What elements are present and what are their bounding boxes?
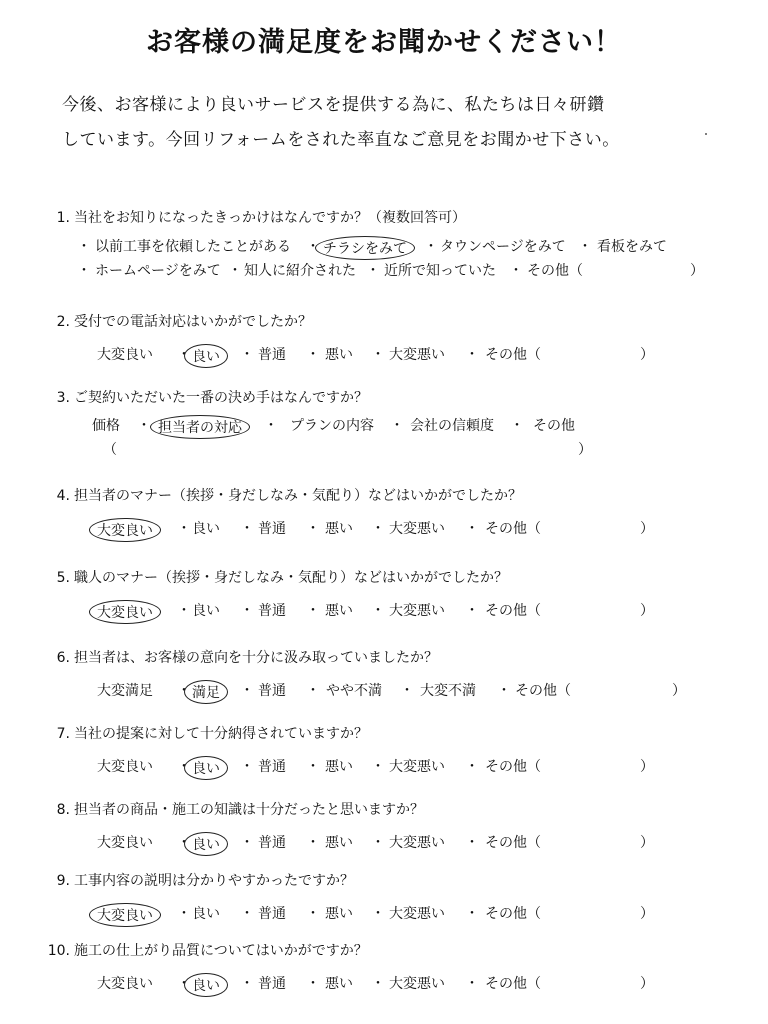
question-8 bbox=[40, 799, 424, 819]
question-number: 5. bbox=[56, 570, 70, 586]
option-separator: ・ bbox=[390, 418, 404, 434]
question-1 bbox=[40, 207, 466, 227]
option-8-4[interactable]: 大変悪い bbox=[389, 835, 445, 851]
question-text: 担当者のマナー（挨拶・身だしなみ・気配り）などはいかがでしたか？ bbox=[74, 488, 522, 504]
option-bullet: ・ bbox=[509, 263, 523, 279]
option-7-2[interactable]: 普通 bbox=[258, 759, 286, 775]
option-8-1[interactable]: 良い bbox=[184, 832, 228, 856]
option-separator: ・ bbox=[306, 683, 320, 699]
option-2-4[interactable]: 大変悪い bbox=[389, 347, 445, 363]
question-4 bbox=[40, 485, 522, 505]
option-separator: ・ bbox=[137, 418, 151, 434]
option-1-1-1[interactable]: 知人に紹介された bbox=[244, 263, 356, 279]
option-9-0[interactable]: 大変良い bbox=[89, 903, 161, 927]
close-paren: ） bbox=[690, 263, 704, 279]
question-text: 当社をお知りになったきっかけはなんですか？（複数回答可） bbox=[74, 210, 466, 226]
option-bullet: ・ bbox=[77, 263, 91, 279]
option-separator: ・ bbox=[465, 759, 479, 775]
option-10-5[interactable]: その他（ bbox=[485, 976, 541, 992]
question-number: 1. bbox=[56, 210, 70, 226]
question-text: 担当者の商品・施工の知識は十分だったと思いますか？ bbox=[74, 802, 424, 818]
option-bullet: ・ bbox=[424, 239, 438, 255]
option-separator: ・ bbox=[306, 976, 320, 992]
option-separator: ・ bbox=[177, 603, 191, 619]
option-separator: ・ bbox=[240, 683, 254, 699]
option-separator: ・ bbox=[240, 759, 254, 775]
option-separator: ・ bbox=[465, 906, 479, 922]
option-separator: ・ bbox=[264, 418, 278, 434]
option-separator: ・ bbox=[240, 906, 254, 922]
option-5-2[interactable]: 普通 bbox=[258, 603, 286, 619]
option-9-5[interactable]: その他（ bbox=[485, 906, 541, 922]
question-text: 施工の仕上がり品質についてはいかがですか？ bbox=[74, 943, 368, 959]
option-separator: ・ bbox=[510, 418, 524, 434]
option-3-3[interactable]: 会社の信頼度 bbox=[410, 418, 494, 434]
option-separator: ・ bbox=[177, 835, 191, 851]
close-paren: ） bbox=[578, 442, 592, 458]
option-separator: ・ bbox=[371, 906, 385, 922]
close-paren: ） bbox=[640, 521, 654, 537]
option-7-3[interactable]: 悪い bbox=[325, 759, 353, 775]
close-paren: ） bbox=[640, 835, 654, 851]
option-2-1[interactable]: 良い bbox=[184, 344, 228, 368]
question-text: 工事内容の説明は分かりやすかったですか？ bbox=[74, 873, 354, 889]
question-text: 職人のマナー（挨拶・身だしなみ・気配り）などはいかがでしたか？ bbox=[74, 570, 508, 586]
question-3 bbox=[40, 387, 368, 407]
option-separator: ・ bbox=[465, 976, 479, 992]
option-10-3[interactable]: 悪い bbox=[325, 976, 353, 992]
question-text: 受付での電話対応はいかがでしたか？ bbox=[74, 314, 312, 330]
option-separator: ・ bbox=[400, 683, 414, 699]
question-9 bbox=[40, 870, 354, 890]
question-number: 8. bbox=[56, 802, 70, 818]
option-5-3[interactable]: 悪い bbox=[325, 603, 353, 619]
option-separator: ・ bbox=[240, 835, 254, 851]
question-2 bbox=[40, 311, 312, 331]
option-2-5[interactable]: その他（ bbox=[485, 347, 541, 363]
close-paren: ） bbox=[640, 906, 654, 922]
option-bullet: ・ bbox=[578, 239, 592, 255]
option-5-0[interactable]: 大変良い bbox=[89, 600, 161, 624]
option-separator: ・ bbox=[371, 603, 385, 619]
option-1-0-3[interactable]: 看板をみて bbox=[597, 239, 667, 255]
option-8-5[interactable]: その他（ bbox=[485, 835, 541, 851]
option-2-2[interactable]: 普通 bbox=[258, 347, 286, 363]
option-5-1[interactable]: 良い bbox=[192, 603, 220, 619]
option-bullet: ・ bbox=[366, 263, 380, 279]
question-6 bbox=[40, 647, 438, 667]
question-number: 10. bbox=[47, 943, 70, 959]
option-separator: ・ bbox=[371, 347, 385, 363]
option-4-4[interactable]: 大変悪い bbox=[389, 521, 445, 537]
option-1-0-2[interactable]: タウンページをみて bbox=[440, 239, 566, 255]
option-9-4[interactable]: 大変悪い bbox=[389, 906, 445, 922]
option-bullet: ・ bbox=[306, 239, 320, 255]
close-paren: ） bbox=[640, 603, 654, 619]
option-separator: ・ bbox=[177, 347, 191, 363]
option-separator: ・ bbox=[497, 683, 511, 699]
question-text: 当社の提案に対して十分納得されていますか？ bbox=[74, 726, 368, 742]
option-separator: ・ bbox=[465, 521, 479, 537]
option-8-3[interactable]: 悪い bbox=[325, 835, 353, 851]
option-2-0[interactable]: 大変良い bbox=[97, 347, 153, 363]
option-4-0[interactable]: 大変良い bbox=[89, 518, 161, 542]
close-paren: ） bbox=[672, 683, 686, 699]
option-separator: ・ bbox=[177, 976, 191, 992]
option-5-5[interactable]: その他（ bbox=[485, 603, 541, 619]
option-10-2[interactable]: 普通 bbox=[258, 976, 286, 992]
question-number: 2. bbox=[56, 314, 70, 330]
question-number: 9. bbox=[56, 873, 70, 889]
option-9-3[interactable]: 悪い bbox=[325, 906, 353, 922]
question-number: 4. bbox=[56, 488, 70, 504]
question-number: 7. bbox=[56, 726, 70, 742]
option-4-1[interactable]: 良い bbox=[192, 521, 220, 537]
option-4-3[interactable]: 悪い bbox=[325, 521, 353, 537]
question-text: ご契約いただいた一番の決め手はなんですか？ bbox=[74, 390, 368, 406]
option-9-2[interactable]: 普通 bbox=[258, 906, 286, 922]
option-separator: ・ bbox=[240, 521, 254, 537]
option-2-3[interactable]: 悪い bbox=[325, 347, 353, 363]
question-text: 担当者は、お客様の意向を十分に汲み取っていましたか？ bbox=[74, 650, 438, 666]
option-bullet: ・ bbox=[228, 263, 242, 279]
option-7-4[interactable]: 大変悪い bbox=[389, 759, 445, 775]
option-5-4[interactable]: 大変悪い bbox=[389, 603, 445, 619]
option-6-1[interactable]: 満足 bbox=[184, 680, 228, 704]
question-number: 3. bbox=[56, 390, 70, 406]
option-separator: ・ bbox=[177, 906, 191, 922]
option-separator: ・ bbox=[465, 347, 479, 363]
option-7-0[interactable]: 大変良い bbox=[97, 759, 153, 775]
option-separator: ・ bbox=[240, 347, 254, 363]
option-1-1-3[interactable]: その他（ bbox=[527, 263, 583, 279]
option-7-1[interactable]: 良い bbox=[184, 756, 228, 780]
option-10-0[interactable]: 大変良い bbox=[97, 976, 153, 992]
option-6-4[interactable]: 大変不満 bbox=[420, 683, 476, 699]
option-separator: ・ bbox=[371, 835, 385, 851]
close-paren: ） bbox=[640, 347, 654, 363]
page-title: お客様の満足度をお聞かせください！ bbox=[146, 27, 622, 58]
option-separator: ・ bbox=[177, 759, 191, 775]
option-bullet: ・ bbox=[77, 239, 91, 255]
option-separator: ・ bbox=[371, 521, 385, 537]
option-separator: ・ bbox=[240, 976, 254, 992]
option-1-1-2[interactable]: 近所で知っていた bbox=[384, 263, 496, 279]
question-7 bbox=[40, 723, 368, 743]
option-separator: ・ bbox=[240, 603, 254, 619]
option-3-0[interactable]: 価格 bbox=[92, 418, 120, 434]
option-separator: ・ bbox=[177, 521, 191, 537]
option-separator: ・ bbox=[177, 683, 191, 699]
option-3-2[interactable]: プランの内容 bbox=[290, 418, 374, 434]
option-1-0-1[interactable]: チラシをみて bbox=[315, 236, 415, 260]
question-10 bbox=[40, 940, 368, 960]
question-number: 6. bbox=[56, 650, 70, 666]
option-3-4[interactable]: その他 bbox=[533, 418, 575, 434]
question-5 bbox=[40, 567, 508, 587]
option-1-0-0[interactable]: 以前工事を依頼したことがある bbox=[95, 239, 291, 255]
option-separator: ・ bbox=[306, 603, 320, 619]
option-6-5[interactable]: その他（ bbox=[515, 683, 571, 699]
option-10-4[interactable]: 大変悪い bbox=[389, 976, 445, 992]
option-3-1[interactable]: 担当者の対応 bbox=[150, 415, 250, 439]
close-paren: ） bbox=[640, 759, 654, 775]
option-4-2[interactable]: 普通 bbox=[258, 521, 286, 537]
intro-line-2: しています。今回リフォームをされた率直なご意見をお聞かせ下さい。 bbox=[62, 130, 620, 150]
option-separator: ・ bbox=[465, 835, 479, 851]
option-10-1[interactable]: 良い bbox=[184, 973, 228, 997]
option-separator: ・ bbox=[306, 521, 320, 537]
open-paren: （ bbox=[103, 442, 117, 458]
close-paren: ） bbox=[640, 976, 654, 992]
option-6-0[interactable]: 大変満足 bbox=[97, 683, 153, 699]
intro-line-1: 今後、お客様により良いサービスを提供する為に、私たちは日々研鑽 bbox=[62, 95, 605, 115]
stray-dot bbox=[705, 133, 707, 135]
option-8-0[interactable]: 大変良い bbox=[97, 835, 153, 851]
option-separator: ・ bbox=[306, 347, 320, 363]
option-6-3[interactable]: やや不満 bbox=[326, 683, 382, 699]
option-4-5[interactable]: その他（ bbox=[485, 521, 541, 537]
option-separator: ・ bbox=[371, 759, 385, 775]
option-separator: ・ bbox=[465, 603, 479, 619]
option-6-2[interactable]: 普通 bbox=[258, 683, 286, 699]
option-separator: ・ bbox=[306, 906, 320, 922]
option-separator: ・ bbox=[306, 835, 320, 851]
option-7-5[interactable]: その他（ bbox=[485, 759, 541, 775]
option-separator: ・ bbox=[371, 976, 385, 992]
option-1-1-0[interactable]: ホームページをみて bbox=[95, 263, 221, 279]
option-9-1[interactable]: 良い bbox=[192, 906, 220, 922]
option-8-2[interactable]: 普通 bbox=[258, 835, 286, 851]
option-separator: ・ bbox=[306, 759, 320, 775]
